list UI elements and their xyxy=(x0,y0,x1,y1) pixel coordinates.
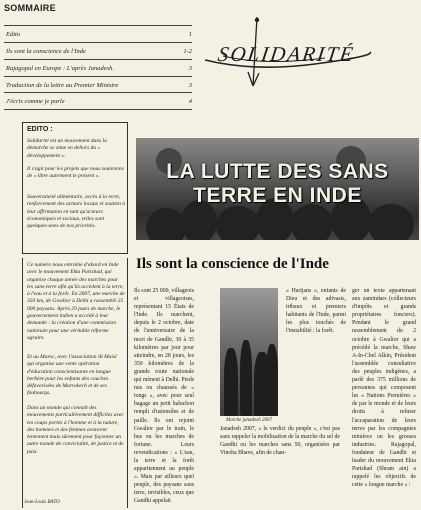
toc-item-page: 3 xyxy=(188,65,192,72)
edito-paragraph: Il s'agit pour les projets que nous soutenons de « libre autrement le présent ». xyxy=(27,166,124,180)
toc-item-page: 1-2 xyxy=(183,48,192,55)
article-column-2-part: « Harijans », enfants de Dieu et des adivasis, tribaux et premiers habitants de l'Inde, parmi les plus touchés de l'instabilité : la forêt. xyxy=(286,288,346,335)
sommaire-title: SOMMAIRE xyxy=(4,3,56,13)
edito-signature: Jean-Louis BATO xyxy=(24,500,60,505)
edito-paragraph: Solidarité est un mouvement dans la démarche se situe en dehors du « développement ». xyxy=(27,138,107,159)
toc-item-title: Ils sont la conscience de l'Inde xyxy=(6,48,86,55)
banner-title-line: TERRE EN INDE xyxy=(193,184,362,207)
toc-item-page: 3 xyxy=(188,82,192,89)
toc-item[interactable] xyxy=(4,92,192,110)
toc-item-title: Traduction de la lettre au Premier Ministre xyxy=(6,82,119,89)
toc-item[interactable] xyxy=(4,25,192,43)
article-column-3: ger un texte appartenant aux zamindars (collecteurs d'impôts et grands propriétaires fonciers). Pendant le grand rassemblement du 2 octobre à Gwalior qui a précédé la marche, Shaw A-In-Chel Alkin, Président l'assemblée consultative des peuples indigènes, a parlé des 375 millions de personnes qui composent les « Nations Premières » de par le monde et de leurs droits à refuser l'accaparation de leurs terres par les compagnies minières ou les grosses industries. Rajagopal, fondateur de Gandhi et leader du mouvement Ekta Parishad (Shram ain) a rappelé les objectifs de cette « longue marche » : xyxy=(352,288,416,489)
photo-caption: Marche janadesh 2007 xyxy=(226,418,272,423)
toc-item-title: J'écris comme je parle xyxy=(6,98,65,105)
left-paragraph: Ce numéro nous entraîne d'abord en Inde avec le mouvement Ekta Parishad, qui organise chaque année des marches pour les sans-terre afin qu'ils accèdent à la terre, à l'eau et à la forêt. En 2007, une marche de 350 km, de Gwalior à Delhi a rassemblé 25 000 paysans. Après 29 jours de marche, le gouvernement indien a accédé à leur demande : la création d'une commission nationale pour une véritable réforme agraire. xyxy=(27,262,125,341)
toc-item-page: 4 xyxy=(188,98,192,105)
article-column-1: Ils sont 25 000, villageois et villageoises, représentant 15 États de l'Inde. Ils marchent, depuis le 2 octobre, date de l'anniversaire de la mort de Gandhi, 30 à 35 kilomètres par jour pour atteindre, en 28 jours, les 350 kilomètres de la grande route nationale qui mènent à Delhi. Pieds nus ou chaussés de « tongs », avec pour seul bagage un petit baluchon rempli d'ustensiles et de paille. Ils ont rejoint Gwalior par le train, le bus ou les marches de fortune. Leurs revendications : « L'eau, la terre et la forêt appartiennent au peuple ». Mais par ailleurs quel peuple, des paysans sans terre, invisibles, ceux que Gandhi appelait xyxy=(134,288,194,505)
toc-item-page: 1 xyxy=(188,31,192,38)
toc-item[interactable] xyxy=(4,59,192,77)
banner-title-line: LA LUTTE DES SANS xyxy=(166,160,389,183)
edito-title: EDITO : xyxy=(27,126,53,133)
toc-divider xyxy=(4,109,192,110)
logo-text: SOLIDARITÉ xyxy=(216,42,357,66)
toc-item-title: Rajagopal en Europe : L'après Janadesh. xyxy=(6,65,115,72)
march-photo xyxy=(220,288,278,416)
article-column-2b: Janadesh 2007, « le verdict du peuple », c'est pas sans rappeler la mobilisation de la marche du sel de Gandhi ou les marches sans 50, organisées par Vinoba Bhave, afin de chan- xyxy=(220,426,340,457)
article-headline: Ils sont la conscience de l'Inde xyxy=(136,256,329,272)
toc-item[interactable] xyxy=(4,42,192,60)
left-paragraph: Et au Maroc, avec l'association Al Maïsl qui organise une vente opération d'éducation conscientisante en langue berbère pour les enfants des couches défavorisées de Marrakech et de ses faubourgs. xyxy=(27,354,117,397)
toc-item-title: Edito xyxy=(6,31,21,38)
left-paragraph: Dans un monde qui connaît des mouvements particulièrement difficiles avec les coups portés à l'homme et à la nature, des hommes et des femmes avancent lentement mais sûrement pour façonner un autre monde de convivialité, de justice et de paix. xyxy=(27,405,124,455)
edito-paragraph: Souveraineté alimentaire, accès à la terre, renforcement des acteurs locaux et soutien à leur affirmation en tant qu'acteurs économiques et sociaux, telles sont quelques-unes de nos priorités. xyxy=(27,194,125,230)
banner-title xyxy=(136,160,419,208)
article-column-2 xyxy=(286,287,346,336)
